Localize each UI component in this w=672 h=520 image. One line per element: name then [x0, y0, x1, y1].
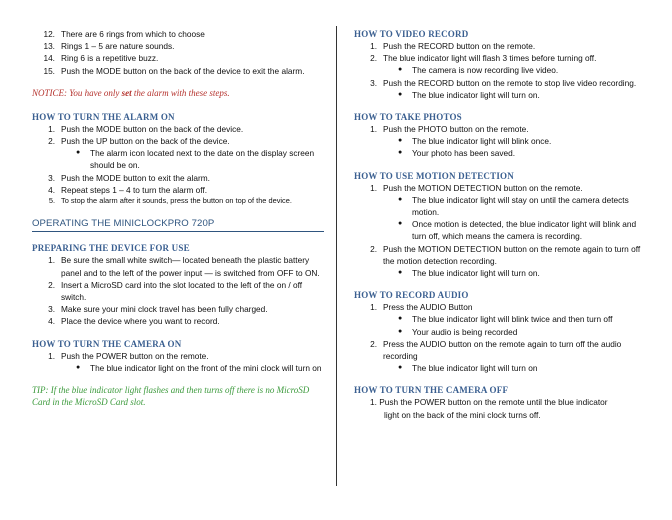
bullet-icon: ●: [398, 315, 403, 323]
bullet-icon: ●: [398, 220, 403, 228]
list-item: 13. Rings 1 – 5 are nature sounds.: [43, 41, 175, 52]
bullet-icon: ●: [398, 327, 403, 335]
list-item: 1. Push the POWER button on the remote until the blue indicator: [370, 397, 608, 408]
bullet-item: ● Your photo has been saved.: [398, 148, 516, 159]
bullet-icon: ●: [398, 149, 403, 157]
list-item: 3. Push the RECORD button on the remote to stop live video recording.: [370, 77, 637, 88]
list-item: 2. Insert a MicroSD card into the slot located to the left of the on / off switch.: [48, 279, 303, 303]
section-heading-operating: OPERATING THE MINICLOCKPRO 720P: [32, 218, 215, 230]
section-heading-photos: HOW TO TAKE PHOTOS: [354, 112, 462, 123]
list-item: 3. Push the MODE button to exit the alarm.: [48, 172, 210, 183]
list-item: 12. There are 6 rings from which to choose: [43, 29, 205, 39]
bullet-item: ● The blue indicator light on the front of the mini clock will turn on: [76, 362, 322, 373]
column-divider: [336, 26, 337, 486]
bullet-item: ● The blue indicator light will blink twice and then turn off: [398, 314, 613, 325]
list-item: 4. Place the device where you want to record.: [48, 316, 220, 327]
list-item-continuation: light on the back of the mini clock turns off.: [384, 409, 541, 420]
bullet-item: ● Your audio is being recorded: [398, 326, 518, 337]
list-item: 1. Push the POWER button on the remote.: [48, 350, 209, 361]
list-item: 15. Push the MODE button on the back of the device to exit the alarm.: [43, 65, 305, 76]
right-column: [354, 28, 644, 421]
left-column: [32, 28, 324, 408]
section-heading-camera-off: HOW TO TURN THE CAMERA OFF: [354, 385, 509, 396]
bullet-icon: ●: [398, 269, 403, 277]
notice-text: NOTICE: You have only set the alarm with these steps.: [32, 87, 230, 98]
bullet-item: ● The blue indicator light will blink once.: [398, 136, 552, 147]
list-item: 1. Push the MOTION DETECTION button on the remote.: [370, 182, 583, 193]
list-item: 1. Press the AUDIO Button: [370, 302, 473, 313]
list-item: 4. Repeat steps 1 – 4 to turn the alarm off.: [48, 184, 208, 195]
tip-text: TIP: If the blue indicator light flashes and then turns off there is no MicroSD Card in the MicroSD Card slot.: [32, 385, 310, 408]
section-heading-video: HOW TO VIDEO RECORD: [354, 29, 469, 39]
list-item: 2. Push the UP button on the back of the device.: [48, 136, 230, 147]
list-item: 2. Press the AUDIO button on the remote again to turn off the audio recording: [370, 338, 622, 362]
bullet-item: ● The alarm icon located next to the date on the display screen should be on.: [76, 148, 315, 171]
bullet-icon: ●: [398, 137, 403, 145]
section-heading-motion: HOW TO USE MOTION DETECTION: [354, 170, 514, 181]
section-heading-preparing: PREPARING THE DEVICE FOR USE: [32, 243, 190, 254]
list-item: 5. To stop the alarm after it sounds, press the button on top of the device.: [48, 196, 292, 206]
list-item: 3. Make sure your mini clock travel has been fully charged.: [48, 304, 268, 315]
list-item: 1. Be sure the small white switch— located beneath the plastic battery panel and to the left of the power input — is switched from OFF to ON.: [48, 255, 320, 278]
bullet-icon: ●: [398, 90, 403, 98]
bullet-icon: ●: [398, 195, 403, 203]
section-heading-audio: HOW TO RECORD AUDIO: [354, 290, 469, 301]
bullet-icon: ●: [398, 66, 403, 74]
bullet-item: ● The blue indicator light will stay on until the camera detects motion.: [398, 194, 629, 218]
bullet-item: ● The blue indicator light will turn on: [398, 363, 538, 374]
list-item: 1. Push the RECORD button on the remote.: [370, 41, 536, 51]
section-heading-camera-on: HOW TO TURN THE CAMERA ON: [32, 338, 182, 349]
bullet-icon: ●: [76, 149, 81, 157]
bullet-item: ● The blue indicator light will turn on.: [398, 89, 540, 100]
bullet-icon: ●: [398, 364, 403, 372]
bullet-item: ● The blue indicator light will turn on.: [398, 268, 540, 279]
list-item: 2. The blue indicator light will flash 3 times before turning off.: [370, 53, 597, 64]
list-item: 14. Ring 6 is a repetitive buzz.: [43, 53, 159, 64]
list-item: 1. Push the MODE button on the back of the device.: [48, 123, 244, 134]
list-item: 1. Push the PHOTO button on the remote.: [370, 124, 529, 135]
bullet-item: ● The camera is now recording live video.: [398, 65, 559, 76]
bullet-item: ● Once motion is detected, the blue indicator light will blink and turn off, which means the camera is recording.: [398, 219, 637, 242]
section-heading-alarm-on: HOW TO TURN THE ALARM ON: [32, 111, 175, 122]
list-item: 2. Push the MOTION DETECTION button on the remote again to turn off the motion detection recording.: [370, 243, 641, 266]
bullet-icon: ●: [76, 363, 81, 371]
